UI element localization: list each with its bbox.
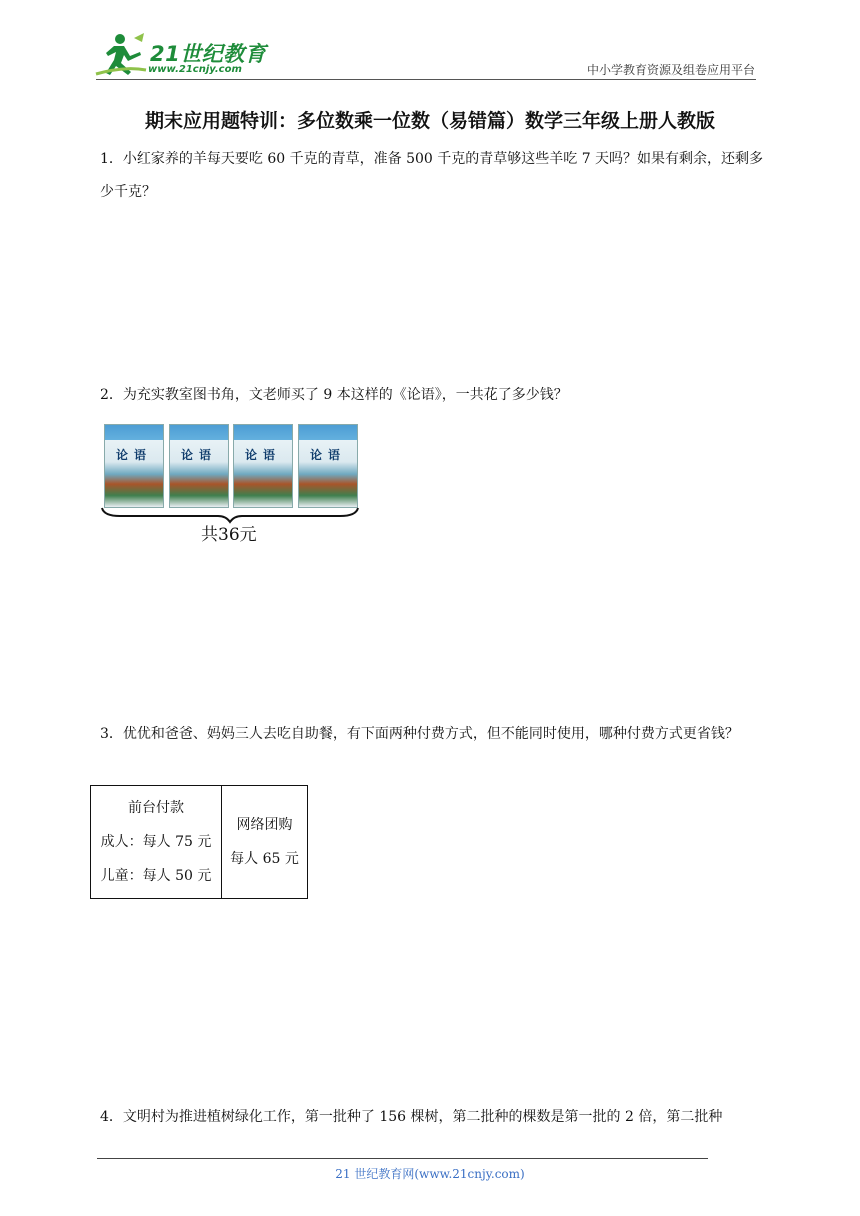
page-title: 期末应用题特训：多位数乘一位数（易错篇）数学三年级上册人教版 [144, 110, 715, 132]
adult-price: 成人：每人 75 元 [100, 834, 212, 850]
book-image [169, 424, 229, 508]
header-divider [96, 79, 756, 80]
book-title: 论语 [309, 448, 346, 462]
question-4: 4．文明村为推进植树绿化工作，第一批种了 156 棵树，第二批种的棵数是第一批的 2 倍，第二批种 [100, 1109, 723, 1125]
online-heading: 网络团购 [236, 817, 293, 833]
child-price: 儿童：每人 50 元 [100, 868, 212, 884]
book-title: 论语 [244, 448, 281, 462]
online-price: 每人 65 元 [230, 851, 299, 867]
book-title: 论语 [180, 448, 217, 462]
footer-divider [97, 1158, 708, 1159]
book-image [104, 424, 164, 508]
books-total-label: 共36元 [201, 525, 257, 545]
question-3: 3．优优和爸爸、妈妈三人去吃自助餐，有下面两种付费方式，但不能同时使用，哪种付费方式更省钱？ [100, 726, 739, 742]
footer-link[interactable]: 21 世纪教育网(www.21cnjy.com) [335, 1167, 525, 1181]
book-image [233, 424, 293, 508]
question-1: 1．小红家养的羊每天要吃 60 千克的青草，准备 500 千克的青草够这些羊吃 7 天吗？如果有剩余，还剩多少千克？ [100, 151, 764, 200]
front-desk-heading: 前台付款 [128, 800, 184, 816]
online-cell [222, 786, 308, 899]
logo-text: 21世纪教育 [150, 42, 267, 66]
logo-url: www.21cnjy.com [148, 64, 242, 75]
book-title: 论语 [115, 448, 152, 462]
payment-table [90, 785, 308, 899]
header-platform-text: 中小学教育资源及组卷应用平台 [586, 63, 755, 77]
question-2: 2．为充实教室图书角，文老师买了 9 本这样的《论语》，一共花了多少钱？ [100, 387, 568, 403]
book-image [298, 424, 358, 508]
front-desk-cell [91, 786, 222, 899]
